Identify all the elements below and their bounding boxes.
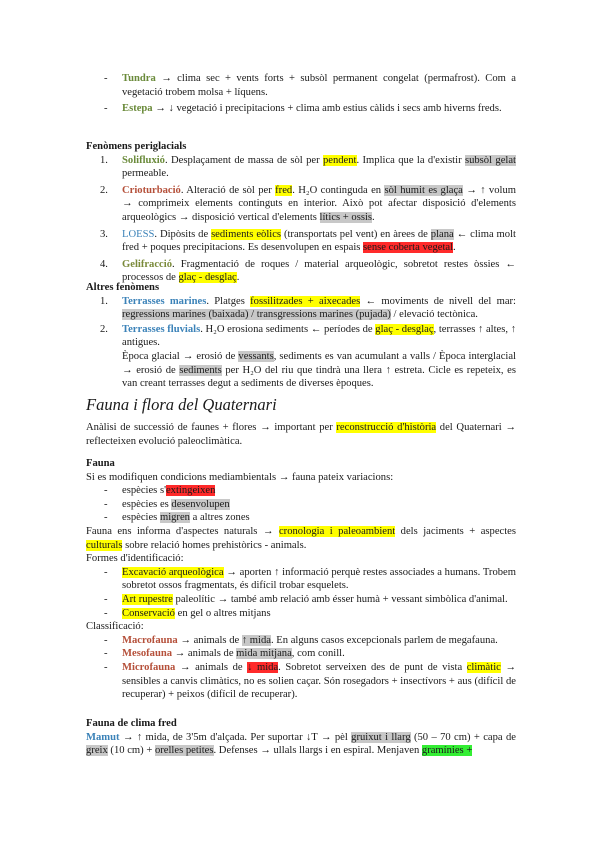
periglacial-section bbox=[86, 140, 516, 285]
paragraph: Anàlisi de successió de faunes + flores → important per reconstrucció d'història del Quaternari → reflecteixen evolució paleoclimàtica. bbox=[86, 422, 516, 447]
list-item: - Art rupestre paleolític → també amb relació amb ésser humà + vessant simbòlica d'animal. bbox=[104, 593, 508, 605]
list-item-estepa: - Estepa → ↓ vegetació i precipitacions + clima amb estius càlids i secs amb hiverns freds. bbox=[104, 103, 502, 115]
list-item: - Macrofauna → animals de ↑ mida. En alguns casos excepcionals parlem de megafauna. bbox=[104, 634, 498, 646]
list-item: 3. LOESS. Dipòsits de sediments eòlics (transportats pel vent) en àrees de plana ← clima molt fred + poques precipitacions. Es desenvolupen en espais sense coberta vegetal. bbox=[100, 228, 516, 254]
list-item: 2. Terrasses fluvials. H₂O erosiona sediments ← períodes de glaç - desglaç, terrasses ↑ altes, ↑ antigues. bbox=[100, 323, 516, 349]
list-item: - espècies migren a altres zones bbox=[104, 512, 250, 524]
cold-fauna-section bbox=[86, 717, 516, 758]
section-heading: Fenòmens periglacials bbox=[86, 141, 187, 152]
paragraph: Època glacial → erosió de vessants, sediments es van acumulant a valls / Època interglacial → erosió de sediments per H₂O del riu que tindrà una llera ↑ estreta. Cicle es repeteix, es van creant terrasses degut a sediments de diverses èpoques. bbox=[122, 350, 516, 390]
list-item: 4. Gelifracció. Fragmentació de roques / material arqueològic, sobretot restes òssies ← processos de glaç - desglaç. bbox=[100, 258, 516, 284]
section-title: Fauna i flora del Quaternari bbox=[86, 395, 277, 414]
paragraph: Mamut → ↑ mida, de 3'5m d'alçada. Per suportar ↓T → pèl gruixut i llarg (50 – 70 cm) + capa de greix (10 cm) + orelles petites. Defenses → ullals llargs i en espiral. Menjaven gramínies + bbox=[86, 731, 516, 757]
paragraph: Formes d'identificació: bbox=[86, 553, 184, 565]
list-item: - espècies s'extingeixen bbox=[104, 485, 216, 497]
list-item: 2. Crioturbació. Alteració de sòl per fred. H₂O continguda en sòl humit es glaça → ↑ volum → comprimeix elements continguts en interior. Això pot afectar disposició d'elements arqueològics → disposició vertical d'elements lítics + ossis. bbox=[100, 184, 516, 223]
paragraph: Fauna ens informa d'aspectes naturals → cronologia i paleoambient dels jaciments + aspectes culturals sobre relació homes prehistòrics - animals. bbox=[86, 525, 517, 551]
fauna-flora-section bbox=[86, 396, 516, 448]
paragraph: Si es modifiquen condicions mediambientals → fauna pateix variacions: bbox=[86, 471, 394, 483]
list-item: - Microfauna → animals de ↓ mida. Sobretot serveixen des de punt de vista climàtic → sensibles a canvis climàtics, no es solien caçar. Són rosegadors + insectívors + aus (difícil de recuperar) + peixos (difícil de recuperar). bbox=[104, 661, 516, 701]
list-item: - Excavació arqueològica → aporten ↑ informació perquè restes associades a humans. Trobem sobretot ossos fragmentats, és difícil trobar esquelets. bbox=[104, 566, 516, 592]
paragraph: Classificació: bbox=[86, 621, 144, 633]
list-item: - Conservació en gel o altres mitjans bbox=[104, 607, 271, 619]
section-heading: Altres fenòmens bbox=[86, 282, 160, 293]
biome-list bbox=[86, 72, 516, 116]
list-item: 1. Solifluxió. Desplaçament de massa de sòl per pendent. Implica que la d'existir subsòl gelat permeable. bbox=[100, 154, 516, 180]
fauna-section bbox=[86, 457, 516, 702]
other-phenomena-section bbox=[86, 281, 516, 391]
section-heading: Fauna de clima fred bbox=[86, 718, 177, 729]
section-heading: Fauna bbox=[86, 458, 115, 469]
list-item: - Mesofauna → animals de mida mitjana, com conill. bbox=[104, 648, 345, 660]
list-item: - espècies es desenvolupen bbox=[104, 498, 230, 510]
list-item: 1. Terrasses marines. Platges fossilitzades + aixecades ← moviments de nivell del mar: regressions marines (baixada) / transgressions marines (pujada) / elevació tectònica. bbox=[100, 295, 516, 321]
list-item-tundra: - Tundra → clima sec + vents forts + subsòl permanent congelat (permafrost). Com a vegetació trobem molsa + líquens. bbox=[104, 73, 516, 98]
